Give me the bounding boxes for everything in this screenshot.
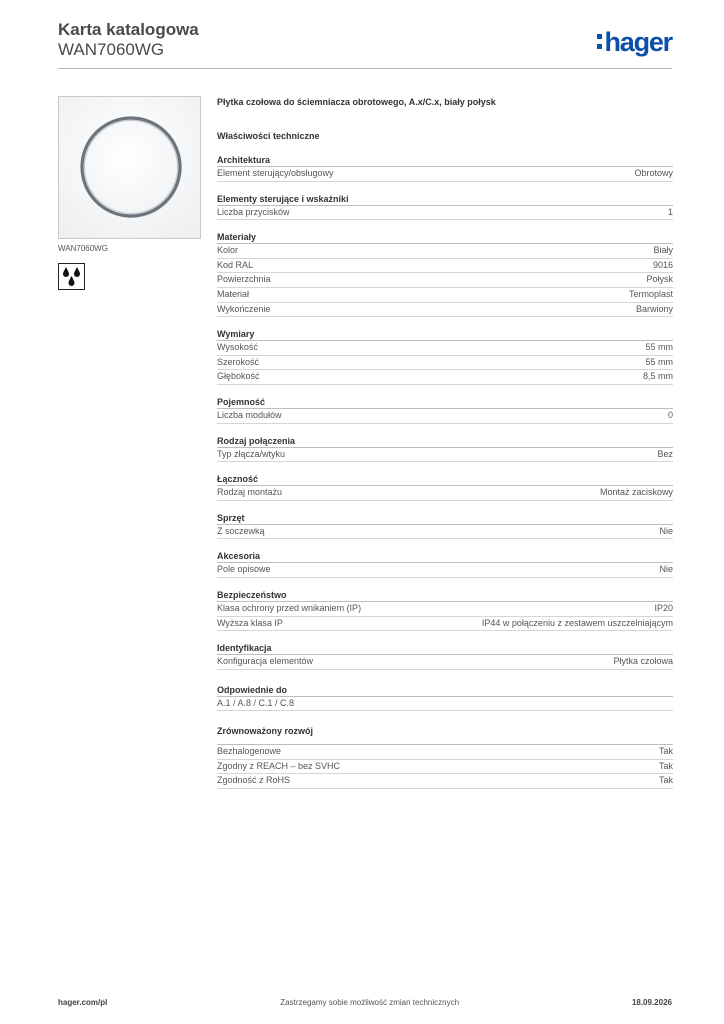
spec-section: [217, 193, 673, 221]
spec-value: Nie: [659, 525, 673, 536]
section-title: Bezpieczeństwo: [217, 589, 673, 602]
spec-row: [217, 303, 673, 318]
spec-section: [217, 328, 673, 385]
spec-row: [217, 655, 673, 670]
hager-logo: [597, 28, 672, 56]
section-title: Akcesoria: [217, 550, 673, 563]
section-title: Sprzęt: [217, 512, 673, 525]
section-title: Pojemność: [217, 396, 673, 409]
spec-value: Montaż zaciskowy: [599, 487, 673, 498]
spec-label: Zgodność z RoHS: [217, 775, 291, 786]
spec-row: [217, 602, 673, 617]
spec-label: A.1 / A.8 / C.1 / C.8: [217, 697, 295, 708]
spec-section: [217, 550, 673, 578]
spec-label: Wykończenie: [217, 303, 271, 314]
spec-label: Kod RAL: [217, 259, 254, 270]
spec-row: [217, 206, 673, 221]
sustainability-section: [217, 725, 673, 789]
spec-label: Klasa ochrony przed wnikaniem (IP): [217, 602, 362, 613]
spec-label: Konfiguracja elementów: [217, 656, 314, 667]
spec-row: [217, 409, 673, 424]
footer-date: 18.09.2026: [631, 998, 672, 1007]
spec-label: Liczba przycisków: [217, 206, 290, 217]
spec-sections: [217, 154, 673, 670]
spec-label: Wyższa klasa IP: [217, 617, 283, 628]
spec-value: Połysk: [646, 274, 673, 285]
footer-website-link[interactable]: hager.com/pl: [58, 998, 108, 1007]
section-title: Odpowiednie do: [217, 684, 673, 697]
spec-value: Tak: [658, 746, 673, 757]
spec-section: [217, 512, 673, 540]
logo-text: hager: [604, 27, 672, 57]
footer-disclaimer: Zastrzegamy sobie możliwość zmian technicznych: [280, 998, 460, 1007]
spec-section: [217, 435, 673, 463]
ip-drops-icon: [58, 263, 85, 290]
spec-value: Tak: [658, 760, 673, 771]
section-title: Identyfikacja: [217, 642, 673, 655]
properties-title: Właściwości techniczne: [217, 131, 320, 141]
section-title: Architektura: [217, 154, 673, 167]
spec-label: Element sterujący/obsługowy: [217, 168, 334, 178]
spec-row: [217, 370, 673, 385]
spec-label: Z soczewką: [217, 525, 265, 536]
spec-value: 55 mm: [645, 356, 673, 367]
spec-row: [217, 745, 673, 760]
spec-value: 9016: [652, 259, 673, 270]
section-title: Rodzaj połączenia: [217, 435, 673, 448]
spec-label: Rodzaj montażu: [217, 487, 283, 498]
spec-value: Bez: [657, 448, 673, 459]
section-title: Materiały: [217, 231, 673, 244]
spec-label: Szerokość: [217, 356, 260, 367]
spec-label: Głębokość: [217, 371, 260, 382]
product-knob-image: [58, 96, 201, 239]
spec-value: Tak: [658, 775, 673, 786]
spec-section: [217, 396, 673, 424]
spec-row: [217, 288, 673, 303]
spec-label: Bezhalogenowe: [217, 746, 282, 757]
section-title: Łączność: [217, 473, 673, 486]
spec-row: [217, 448, 673, 463]
spec-value: IP20: [654, 602, 673, 613]
spec-value: Nie: [659, 564, 673, 575]
spec-value: 8,5 mm: [642, 371, 673, 382]
spec-row: [217, 760, 673, 775]
spec-section: [217, 589, 673, 631]
spec-row: [217, 525, 673, 540]
spec-value: 55 mm: [645, 342, 673, 353]
spec-value: Płytka czołowa: [613, 656, 673, 667]
spec-value: 0: [667, 409, 673, 420]
spec-label: Powierzchnia: [217, 274, 271, 285]
spec-label: Typ złącza/wtyku: [217, 448, 286, 459]
technical-specs: [217, 96, 673, 800]
spec-label: Wysokość: [217, 342, 258, 353]
spec-row: [217, 486, 673, 501]
spec-row: [217, 167, 673, 182]
spec-row: [217, 563, 673, 578]
spec-label: Materiał: [217, 288, 250, 299]
product-title: Płytka czołowa do ściemniacza obrotowego, A.x/C.x, biały połysk: [217, 97, 496, 107]
spec-row: [217, 341, 673, 356]
spec-value: Obrotowy: [634, 168, 673, 178]
spec-value: Barwiony: [635, 303, 673, 314]
spec-label: Pole opisowe: [217, 564, 271, 575]
header-divider: [58, 68, 672, 69]
spec-value: Termoplast: [628, 288, 673, 299]
document-title: Karta katalogowa: [58, 20, 199, 39]
spec-value: IP44 w połączeniu z zestawem uszczelniającym: [481, 617, 673, 628]
spec-section: [217, 473, 673, 501]
spec-section: [217, 231, 673, 317]
spec-section: [217, 154, 673, 182]
spec-row: [217, 244, 673, 259]
spec-value: Biały: [653, 245, 673, 256]
spec-row: [217, 617, 673, 632]
spec-section: [217, 642, 673, 670]
spec-row: [217, 356, 673, 371]
product-code: WAN7060WG: [58, 40, 165, 59]
section-title: Zrównoważony rozwój: [217, 725, 673, 745]
spec-label: Zgodny z REACH – bez SVHC: [217, 760, 341, 771]
spec-row: [217, 273, 673, 288]
spec-row: [217, 697, 673, 712]
section-title: Elementy sterujące i wskaźniki: [217, 193, 673, 206]
spec-label: Kolor: [217, 245, 239, 256]
section-title: Wymiary: [217, 328, 673, 341]
suitable-section: [217, 684, 673, 712]
spec-label: Liczba modułów: [217, 409, 282, 420]
image-caption: WAN7060WG: [58, 244, 108, 253]
spec-row: [217, 259, 673, 274]
spec-value: 1: [667, 206, 673, 217]
document-header: [58, 20, 199, 60]
page-footer: [58, 998, 672, 1007]
logo-dots-icon: [597, 34, 602, 49]
spec-row: [217, 774, 673, 789]
